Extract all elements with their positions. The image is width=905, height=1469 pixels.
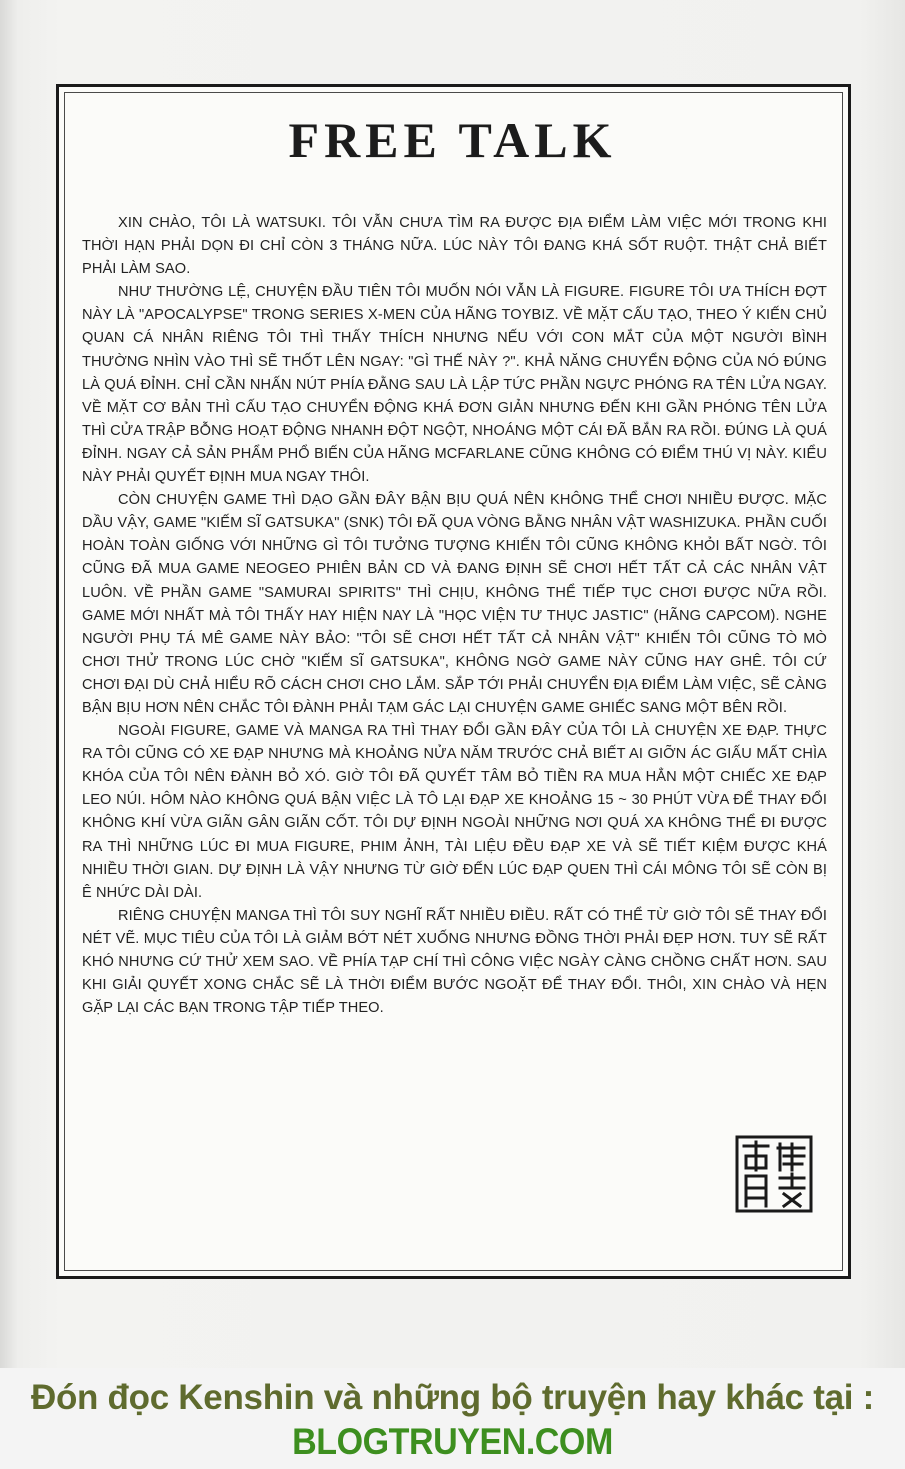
footer-banner bbox=[0, 1368, 905, 1469]
paragraph-game: CÒN CHUYỆN GAME THÌ DẠO GẦN ĐÂY BẬN BỊU QUÁ NÊN KHÔNG THỂ CHƠI NHIỀU ĐƯỢC. MẶC DẦU VẬY, GAME "KIẾM SĨ GATSUKA" (SNK) TÔI ĐÃ QUA VÒNG BẰNG NHÂN VẬT WASHIZUKA. PHẦN CUỐI HOÀN TOÀN GIỐNG VỚI NHỮNG GÌ TÔI TƯỞNG TƯỢNG KHIẾN TÔI CŨNG KHÔNG KHỎI BẤT NGỜ. TÔI CŨNG ĐÃ MUA GAME NEOGEO PHIÊN BẢN CD VÀ ĐANG ĐỊNH SẼ CHƠI HẾT TẤT CẢ CÁC NHÂN VẬT LUÔN. VỀ PHẦN GAME "SAMURAI SPIRITS" THÌ CHỊU, KHÔNG THỂ TIẾP TỤC CHƠI ĐƯỢC NỮA RỒI. GAME MỚI NHẤT MÀ TÔI THẤY HAY HIỆN NAY LÀ "HỌC VIỆN TƯ THỤC JASTIC" (HÃNG CAPCOM). NGHE NGƯỜI PHỤ TÁ MÊ GAME NÀY BẢO: "TÔI SẼ CHƠI HẾT TẤT CẢ NHÂN VẬT" KHIẾN TÔI CŨNG TÒ MÒ CHƠI THỬ TRONG LÚC CHỜ "KIẾM SĨ GATSUKA", KHÔNG NGỜ GAME NÀY CŨNG HAY GHÊ. TÔI CỨ CHƠI ĐẠI DÙ CHẢ HIỂU RÕ CÁCH CHƠI CHO LẮM. SẮP TỚI PHẢI CHUYỂN ĐỊA ĐIỂM LÀM VIỆC, SẼ CÀNG BẬN BỊU HƠN NÊN CHẮC TÔI ĐÀNH PHẢI TẠM GÁC LẠI CHUYỆN GAME GHIẾC SANG MỘT BÊN RỒI. bbox=[82, 492, 827, 716]
paragraph-intro: XIN CHÀO, TÔI LÀ WATSUKI. TÔI VẪN CHƯA TÌM RA ĐƯỢC ĐỊA ĐIỂM LÀM VIỆC MỚI TRONG KHI THỜI HẠN PHẢI DỌN ĐI CHỈ CÒN 3 THÁNG NỮA. LÚC NÀY TÔI ĐANG KHÁ SỐT RUỘT. THẬT CHẢ BIẾT PHẢI LÀM SAO. bbox=[82, 215, 827, 278]
paragraph-figure: NHƯ THƯỜNG LỆ, CHUYỆN ĐẦU TIÊN TÔI MUỐN NÓI VẪN LÀ FIGURE. FIGURE TÔI ƯA THÍCH ĐỢT NÀY LÀ "APOCALYPSE" TRONG SERIES X-MEN CỦA HÃNG TOYBIZ. VỀ MẶT CẤU TẠO, THEO Ý KIẾN CHỦ QUAN CÁ NHÂN RIÊNG TÔI THÌ THẤY THÍCH NHƯNG NẾU VỚI CON MẮT CỦA MỘT NGƯỜI BÌNH THƯỜNG NHÌN VÀO THÌ SẼ THỐT LÊN NGAY: "GÌ THẾ NÀY ?". KHẢ NĂNG CHUYỂN ĐỘNG CỦA NÓ ĐÚNG LÀ QUÁ ĐỈNH. CHỈ CẦN NHẤN NÚT PHÍA ĐẰNG SAU LÀ LẬP TỨC PHẦN NGỰC PHÓNG RA TÊN LỬA NGAY. VỀ MẶT CƠ BẢN THÌ CẤU TẠO CHUYỂN ĐỘNG KHÁ ĐƠN GIẢN NHƯNG ĐẾN KHI GẦN PHÓNG TÊN LỬA THÌ CỬA TRẬP BỖNG HOẠT ĐỘNG NHANH ĐỘT NGỘT, NHOÁNG MỘT CÁI ĐÃ BẮN RA RỒI. ĐÚNG LÀ QUÁ ĐỈNH. NGAY CẢ SẢN PHẨM PHỔ BIẾN CỦA HÃNG MCFARLANE CŨNG KHÔNG CÓ ĐIỂM THÚ VỊ NÀY. KIỂU NÀY PHẢI QUYẾT ĐỊNH MUA NGAY THÔI. bbox=[82, 284, 827, 486]
footer-promo-text: Đón đọc Kenshin và những bộ truyện hay khác tại : bbox=[31, 1378, 874, 1417]
footer-site-link[interactable]: BLOGTRUYEN.COM bbox=[292, 1421, 613, 1462]
paragraph-bicycle: NGOÀI FIGURE, GAME VÀ MANGA RA THÌ THAY ĐỔI GẦN ĐÂY CỦA TÔI LÀ CHUYỆN XE ĐẠP. THỰC RA TÔI CŨNG CÓ XE ĐẠP NHƯNG MÀ KHOẢNG NỬA NĂM TRƯỚC CHẢ BIẾT AI GIỠN ÁC GIẤU MẤT CHÌA KHÓA CỦA TÔI NÊN ĐÀNH BỎ XÓ. GIỜ TÔI ĐÃ QUYẾT TÂM BỎ TIỀN RA MUA HẲN MỘT CHIẾC XE ĐẠP LEO NÚI. HÔM NÀO KHÔNG QUÁ BẬN VIỆC LÀ TÔ LẠI ĐẠP XE KHOẢNG 15 ~ 30 PHÚT VỪA ĐỂ THAY ĐỔI KHÔNG KHÍ VỪA GIÃN GÂN GIÃN CỐT. TÔI DỰ ĐỊNH NGOÀI NHỮNG NƠI QUÁ XA KHÔNG THỂ ĐI ĐƯỢC RA THÌ NHỮNG LÚC ĐI MUA FIGURE, PHIM ẢNH, TÀI LIỆU ĐỀU ĐẠP XE VÀ SẼ TIẾT KIỆM ĐƯỢC KHÁ NHIỀU THỜI GIAN. DỰ ĐỊNH LÀ VẬY NHƯNG TỪ GIỜ ĐẾN LÚC ĐẠP QUEN THÌ CÁI MÔNG TÔI SẼ CÒN BỊ Ê NHỨC DÀI DÀI. bbox=[82, 723, 827, 901]
author-seal-stamp bbox=[734, 1134, 814, 1214]
free-talk-body bbox=[82, 212, 827, 1020]
page-title: FREE TALK bbox=[288, 112, 617, 168]
paragraph-manga: RIÊNG CHUYỆN MANGA THÌ TÔI SUY NGHĨ RẤT NHIỀU ĐIỀU. RẤT CÓ THỂ TỪ GIỜ TÔI SẼ THAY ĐỔI NÉT VẼ. MỤC TIÊU CỦA TÔI LÀ GIẢM BỚT NÉT XUỐNG NHƯNG ĐỒNG THỜI PHẢI ĐẸP HƠN. TUY SẼ RẤT KHÓ NHƯNG CỨ THỬ XEM SAO. VỀ PHÍA TẠP CHÍ THÌ CÔNG VIỆC NGÀY CÀNG CHỒNG CHẤT HƠN. SAU KHI GIẢI QUYẾT XONG CHẮC SẼ LÀ THỜI ĐIỂM BƯỚC NGOẶT ĐỂ THAY ĐỔI. THÔI, XIN CHÀO VÀ HẸN GẶP LẠI CÁC BẠN TRONG TẬP TIẾP THEO. bbox=[82, 907, 827, 1017]
